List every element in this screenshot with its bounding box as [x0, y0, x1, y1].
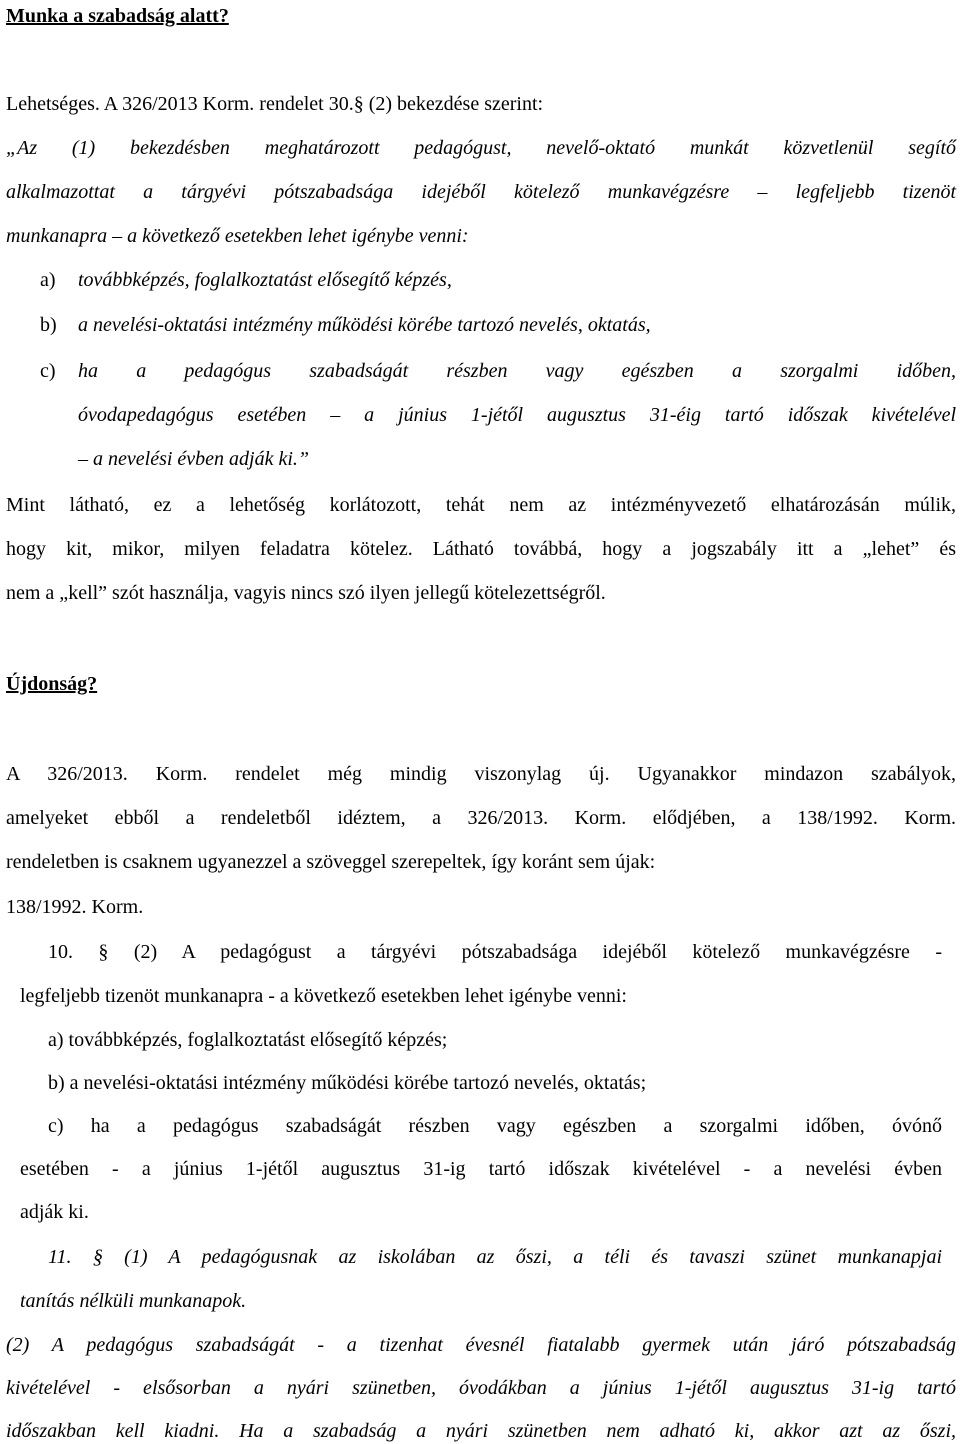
para10-line-1: 10. § (2) A pedagógust a tárgyévi pótszabadsága idejéből kötelező munkavégzésre - — [48, 941, 942, 963]
s2-body-line-3: rendeletben is csaknem ugyanezzel a szöveggel szerepeltek, így koránt sem újak: — [6, 851, 656, 873]
body-line-3: nem a „kell” szót használja, vagyis nincs szó ilyen jellegű kötelezettségről. — [6, 582, 606, 604]
item-text: ha a pedagógus szabadságát részben vagy egészben a szorgalmi időben, — [78, 360, 956, 382]
para10-item-c: c) ha a pedagógus szabadságát részben vagy egészben a szorgalmi időben, óvónő — [48, 1115, 942, 1137]
quote-item-b — [40, 313, 956, 337]
body-line-1: Mint látható, ez a lehetőség korlátozott, tehát nem az intézményvezető elhatározásán múlik, — [6, 494, 956, 516]
s2-body-line-1: A 326/2013. Korm. rendelet még mindig viszonylag új. Ugyanakkor mindazon szabályok, — [6, 763, 956, 785]
intro-text: Lehetséges. A 326/2013 Korm. rendelet 30. — [6, 93, 354, 115]
body-line-2: hogy kit, mikor, milyen feladatra kötelez. Látható továbbá, hogy a jogszabály itt a „lehet” és — [6, 538, 956, 560]
para11-line-3: (2) A pedagógus szabadságát - a tizenhat évesnél fiatalabb gyermek után járó pótszabadság — [6, 1334, 956, 1356]
item-label: b) — [40, 314, 57, 336]
section-heading-ujdonsag: Újdonság? — [6, 673, 98, 695]
intro-line — [6, 92, 543, 116]
quote-item-a — [40, 268, 956, 292]
para10-item-c-cont-1: esetében - a június 1-jétől augusztus 31-ig tartó időszak kivételével - a nevelési évben — [20, 1158, 942, 1180]
item-text: a nevelési-oktatási intézmény működési körébe tartozó nevelés, oktatás, — [78, 314, 651, 336]
item-label: c) — [40, 360, 56, 382]
quote-line-3: munkanapra – a következő esetekben lehet igénybe venni: — [6, 225, 469, 247]
quote-item-c — [40, 359, 956, 383]
para11-line-5: időszakban kell kiadni. Ha a szabadság a nyári szünetben nem adható ki, akkor azt az őszi, — [6, 1420, 956, 1442]
paragraph-sign: § — [353, 93, 364, 115]
quote-item-c-cont-2: – a nevelési évben adják ki.” — [78, 448, 310, 470]
para11-line-1: 11. § (1) A pedagógusnak az iskolában az őszi, a téli és tavaszi szünet munkanapjai — [48, 1246, 942, 1268]
para11-line-4: kivételével - elsősorban a nyári szünetben, óvodákban a június 1-jétől augusztus 31-ig tartó — [6, 1377, 956, 1399]
para10-item-c-cont-2: adják ki. — [20, 1201, 89, 1223]
item-text: továbbképzés, foglalkoztatást elősegítő képzés, — [78, 269, 452, 291]
section-heading-munka: Munka a szabadság alatt? — [6, 5, 229, 27]
s2-body-line-2: amelyeket ebből a rendeletből idéztem, a 326/2013. Korm. elődjében, a 138/1992. Korm. — [6, 807, 956, 829]
para10-item-a: a) továbbképzés, foglalkoztatást elősegítő képzés; — [48, 1029, 448, 1051]
para11-line-2: tanítás nélküli munkanapok. — [20, 1290, 247, 1312]
s2-body-line-4: 138/1992. Korm. — [6, 896, 144, 918]
quote-line-2: alkalmazottat a tárgyévi pótszabadsága idejéből kötelező munkavégzésre – legfeljebb tizenöt — [6, 181, 956, 203]
intro-rest: (2) bekezdése szerint: — [368, 93, 544, 115]
quote-item-c-cont-1: óvodapedagógus esetében – a június 1-jétől augusztus 31-éig tartó időszak kivételével — [78, 404, 956, 426]
para10-item-b: b) a nevelési-oktatási intézmény működési körébe tartozó nevelés, oktatás; — [48, 1072, 647, 1094]
item-label: a) — [40, 269, 56, 291]
quote-line-1: „Az (1) bekezdésben meghatározott pedagógust, nevelő-oktató munkát közvetlenül segítő — [6, 137, 956, 159]
para10-line-2: legfeljebb tizenöt munkanapra - a következő esetekben lehet igénybe venni: — [20, 985, 627, 1007]
